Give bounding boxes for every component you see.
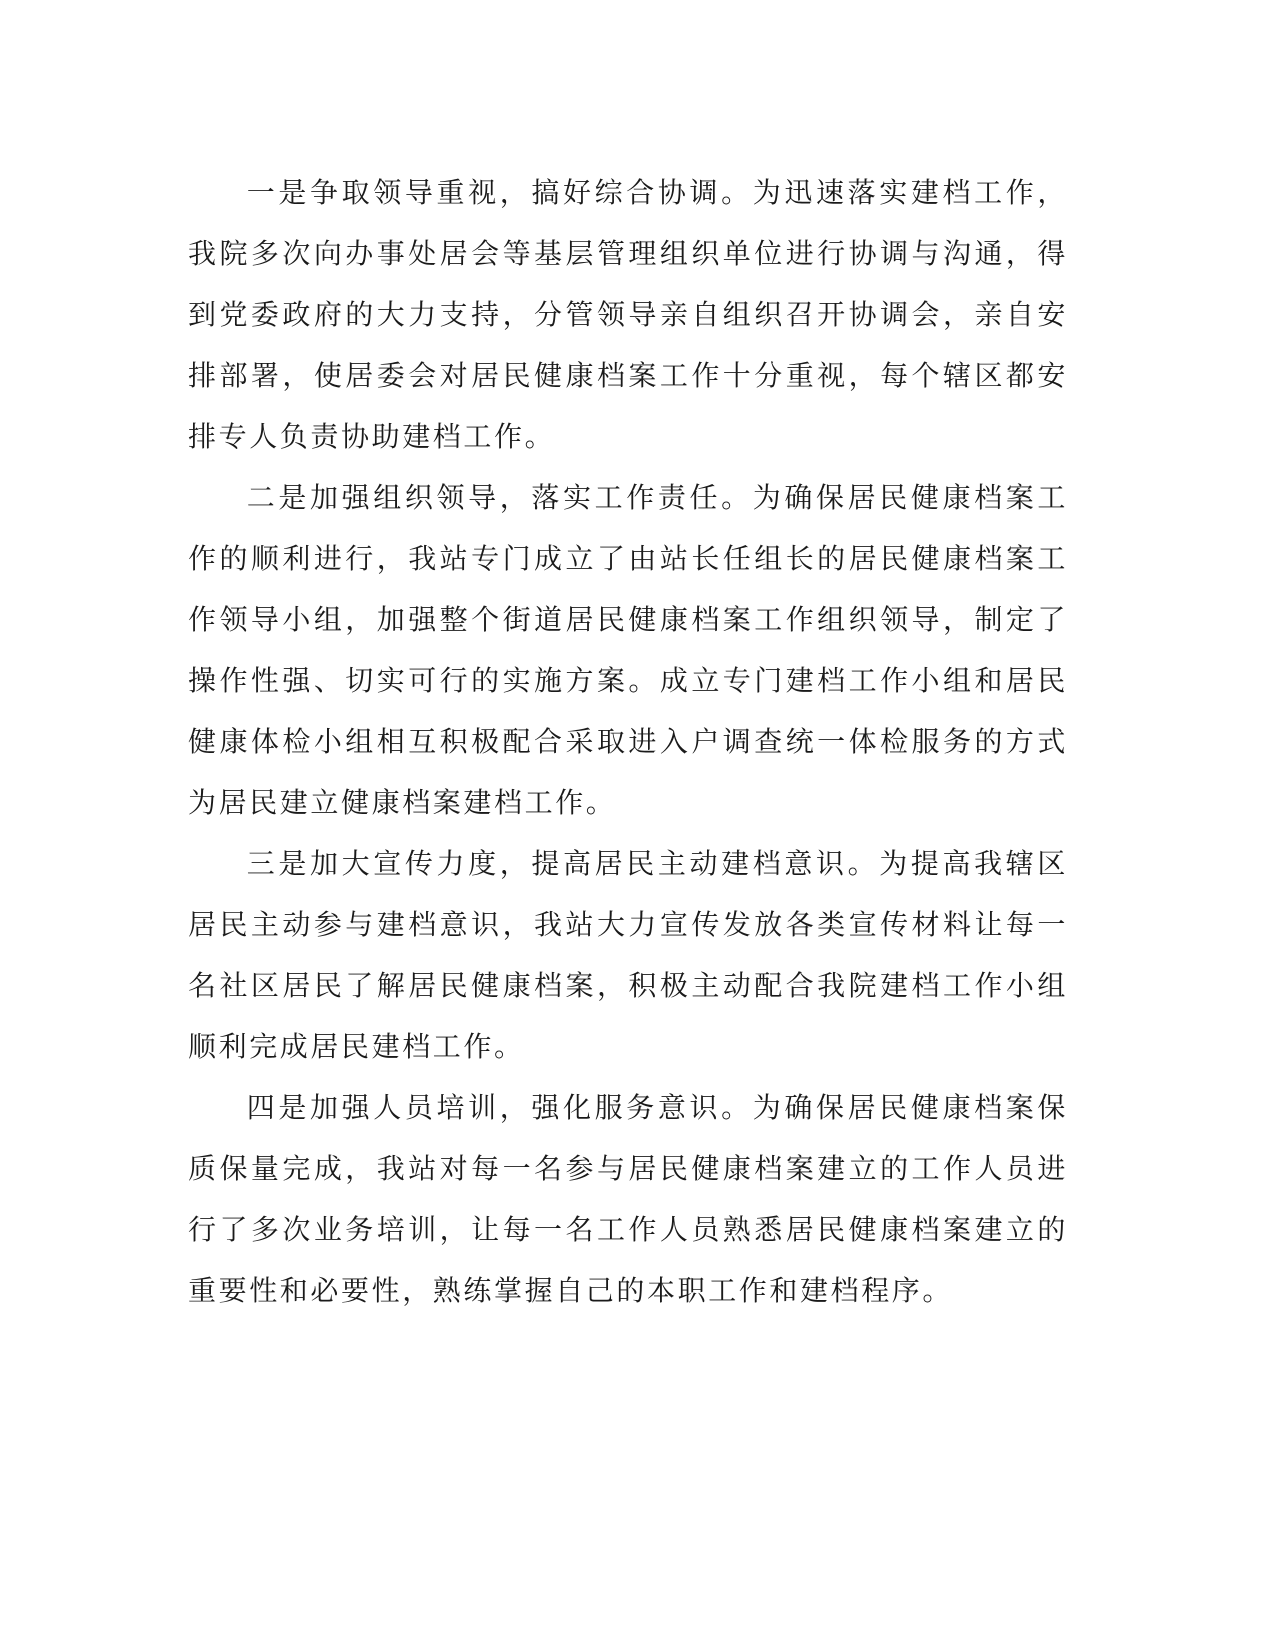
paragraph-leadership-attention: 一是争取领导重视，搞好综合协调。为迅速落实建档工作，我院多次向办事处居会等基层管理组织单位进行协调与沟通，得到党委政府的大力支持，分管领导亲自组织召开协调会，亲自安排部署，使居委会对居民健康档案工作十分重视，每个辖区都安排专人负责协助建档工作。 — [188, 176, 1068, 453]
paragraph-publicity: 三是加大宣传力度，提高居民主动建档意识。为提高我辖区居民主动参与建档意识，我站大力宣传发放各类宣传材料让每一名社区居民了解居民健康档案，积极主动配合我院建档工作小组顺利完成居民建档工作。 — [188, 847, 1068, 1063]
paragraph-organization-leadership: 二是加强组织领导，落实工作责任。为确保居民健康档案工作的顺利进行，我站专门成立了由站长任组长的居民健康档案工作领导小组，加强整个街道居民健康档案工作组织领导，制定了操作性强、切实可行的实施方案。成立专门建档工作小组和居民健康体检小组相互积极配合采取进入户调查统一体检服务的方式为居民建立健康档案建档工作。 — [188, 481, 1068, 819]
document-body — [188, 162, 1068, 1321]
paragraph-staff-training: 四是加强人员培训，强化服务意识。为确保居民健康档案保质保量完成，我站对每一名参与居民健康档案建立的工作人员进行了多次业务培训，让每一名工作人员熟悉居民健康档案建立的重要性和必要性，熟练掌握自己的本职工作和建档程序。 — [188, 1091, 1068, 1307]
